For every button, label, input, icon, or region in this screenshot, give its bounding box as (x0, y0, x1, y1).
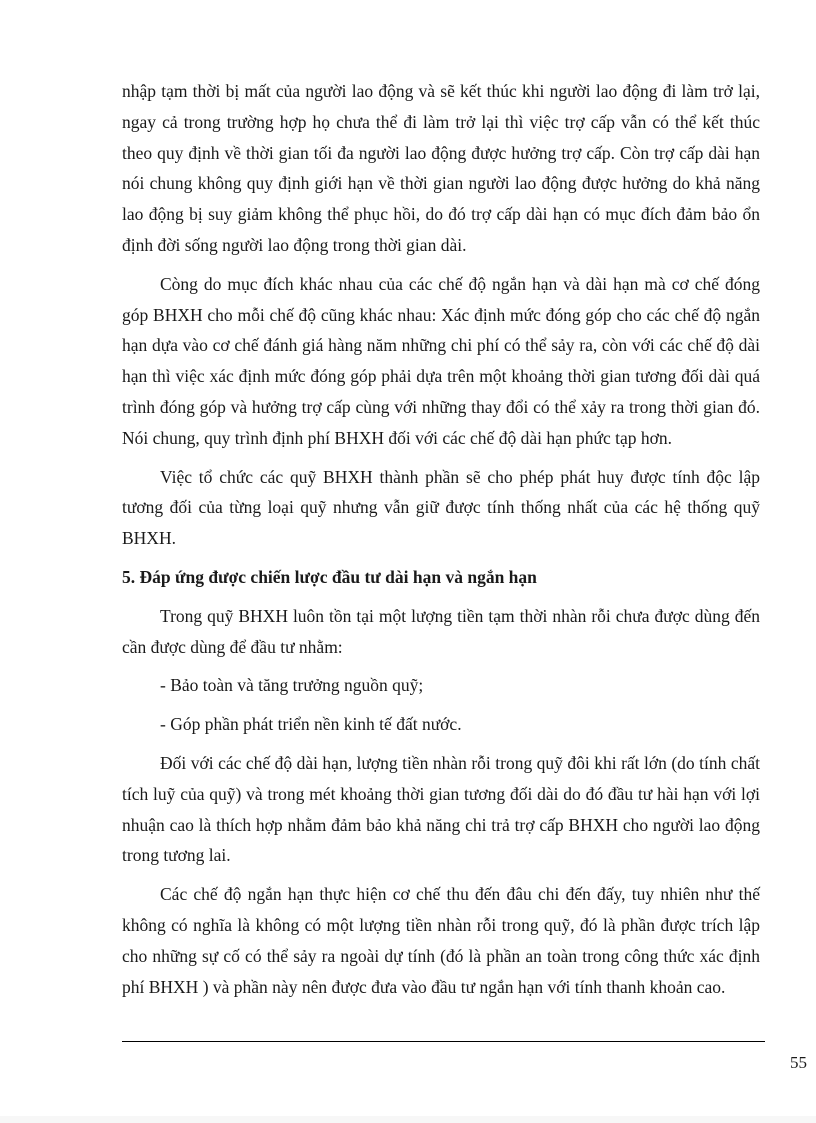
paragraph-continuation: nhập tạm thời bị mất của người lao động và sẽ kết thúc khi người lao động đi làm trở lại, ngay cả trong trường hợp họ chưa thể đi làm trở lại thì việc trợ cấp vẫn có thể kết thúc theo quy định về thời gian tối đa người lao động được hưởng trợ cấp. Còn trợ cấp dài hạn nói chung không quy định giới hạn về thời gian người lao động được hưởng do khả năng lao động bị suy giảm không thể phục hồi, do đó trợ cấp dài hạn có mục đích đảm bảo ổn định đời sống người lao động trong thời gian dài. (122, 81, 760, 255)
paragraph-contribution: Còng do mục đích khác nhau của các chế độ ngắn hạn và dài hạn mà cơ chế đóng góp BHXH cho mỗi chế độ cũng khác nhau: Xác định mức đóng góp cho các chế độ ngắn hạn dựa vào cơ chế đánh giá hàng năm những chi phí có thể sảy ra, còn với các chế độ dài hạn thì việc xác định mức đóng góp phải dựa trên một khoảng thời gian tương đối dài quá trình đóng góp và hưởng trợ cấp cùng với những thay đổi có thể xảy ra trong thời gian đó. Nói chung, quy trình định phí BHXH đối với các chế độ dài hạn phức tạp hơn. (122, 273, 760, 448)
section-intro: Trong quỹ BHXH luôn tồn tại một lượng tiền tạm thời nhàn rỗi chưa được dùng đến cần được dùng để đầu tư nhằm: (122, 605, 760, 657)
page-body (122, 76, 760, 1010)
page-number: 55 (790, 1053, 807, 1072)
bullet-item: - Góp phần phát triển nền kinh tế đất nước. (160, 714, 462, 735)
bullet-item: - Bảo toàn và tăng trưởng nguồn quỹ; (160, 675, 424, 696)
bottom-edge (0, 1116, 816, 1123)
section-heading: 5. Đáp ứng được chiến lược đầu tư dài hạn và ngắn hạn (122, 566, 537, 587)
footer-divider (122, 1041, 765, 1042)
paragraph-long-term: Đối với các chế độ dài hạn, lượng tiền nhàn rỗi trong quỹ đôi khi rất lớn (do tính chất tích luỹ của quỹ) và trong mét khoảng thời gian tương đối dài do đó đầu tư hài hạn với lợi nhuận cao là thích hợp nhằm đảm bảo khả năng chi trả trợ cấp BHXH cho người lao động trong tương lai. (122, 752, 760, 866)
paragraph-funds: Việc tổ chức các quỹ BHXH thành phần sẽ cho phép phát huy được tính độc lập tương đối của từng loại quỹ nhưng vẫn giữ được tính thống nhất của các hệ thống quỹ BHXH. (122, 466, 760, 549)
paragraph-short-term: Các chế độ ngắn hạn thực hiện cơ chế thu đến đâu chi đến đấy, tuy nhiên như thế không có nghĩa là không có một lượng tiền nhàn rỗi trong quỹ, đó là phần được trích lập cho những sự cố có thể sảy ra ngoài dự tính (đó là phần an toàn trong công thức xác định phí BHXH ) và phần này nên được đưa vào đầu tư ngắn hạn với tính thanh khoản cao. (122, 884, 760, 997)
